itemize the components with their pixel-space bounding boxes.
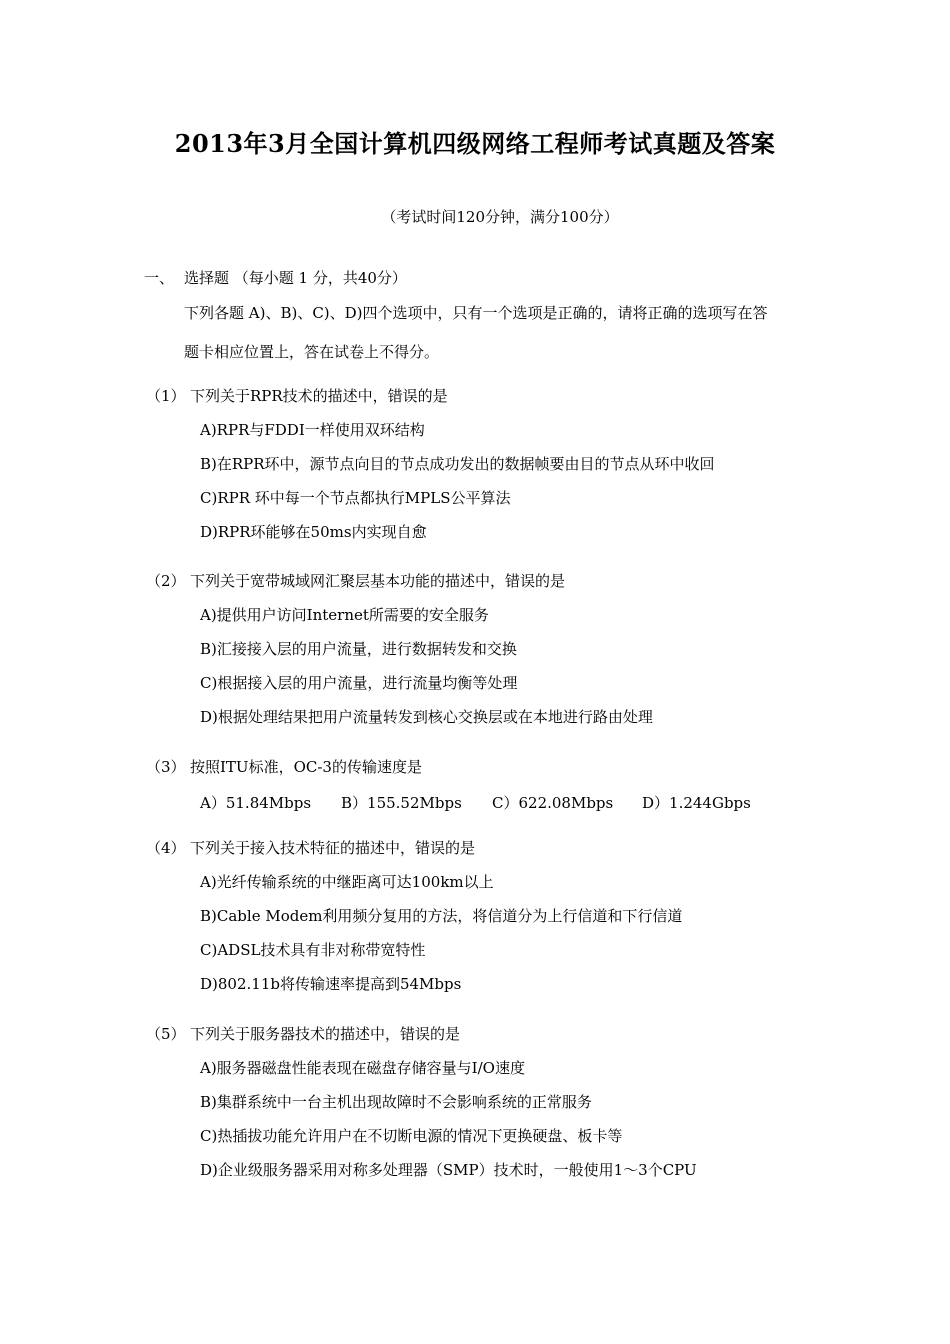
question-stem-line — [146, 1024, 926, 1044]
option-d: D）1.244Gbps — [642, 794, 751, 812]
question-number: （2） — [146, 572, 186, 590]
question-stem: 下列关于RPR技术的描述中，错误的是 — [190, 387, 448, 405]
question-2 — [146, 571, 926, 727]
question-number: （5） — [146, 1025, 186, 1043]
option-d: D)根据处理结果把用户流量转发到核心交换层或在本地进行路由处理 — [200, 708, 653, 726]
question-4 — [146, 838, 926, 994]
question-stem-line — [146, 757, 926, 777]
option-c: C)热插拔功能允许用户在不切断电源的情况下更换硬盘、板卡等 — [200, 1127, 623, 1145]
option-c: C)ADSL技术具有非对称带宽特性 — [200, 941, 426, 959]
question-stem-line — [146, 571, 926, 591]
question-stem-line — [146, 386, 926, 406]
option-a: A）51.84Mbps — [200, 794, 312, 812]
question-stem-line — [146, 838, 926, 858]
question-stem: 按照ITU标准，OC-3的传输速度是 — [190, 758, 422, 776]
option-c: C）622.08Mbps — [492, 794, 614, 812]
option-b: B）155.52Mbps — [341, 794, 462, 812]
option-row — [200, 793, 926, 813]
question-number: （3） — [146, 758, 186, 776]
question-stem: 下列关于接入技术特征的描述中，错误的是 — [190, 839, 476, 857]
option-c: C)根据接入层的用户流量，进行流量均衡等处理 — [200, 674, 518, 692]
section-intro-line-2: 题卡相应位置上，答在试卷上不得分。 — [184, 343, 440, 361]
option-b: B)汇接接入层的用户流量，进行数据转发和交换 — [200, 640, 517, 658]
option-b: B)Cable Modem利用频分复用的方法，将信道分为上行信道和下行信道 — [200, 907, 683, 925]
option-b: B)集群系统中一台主机出现故障时不会影响系统的正常服务 — [200, 1093, 592, 1111]
section-intro-line-1: 下列各题 A)、B)、C)、D)四个选项中，只有一个选项是正确的，请将正确的选项写在答 — [184, 304, 768, 322]
option-d: D)RPR环能够在50ms内实现自愈 — [200, 523, 427, 541]
option-a: A)服务器磁盘性能表现在磁盘存储容量与I/O速度 — [200, 1059, 525, 1077]
option-d: D)企业级服务器采用对称多处理器（SMP）技术时，一般使用1～3个CPU — [200, 1161, 697, 1179]
option-b: B)在RPR环中，源节点向目的节点成功发出的数据帧要由目的节点从环中收回 — [200, 455, 715, 473]
section-heading: 选择题 （每小题 1 分，共40分） — [184, 269, 407, 287]
option-c: C)RPR 环中每一个节点都执行MPLS公平算法 — [200, 489, 511, 507]
page-title: 2013年3月全国计算机四级网络工程师考试真题及答案 — [174, 129, 776, 158]
question-number: （4） — [146, 839, 186, 857]
exam-subtitle: （考试时间120分钟，满分100分） — [381, 208, 619, 226]
option-a: A)光纤传输系统的中继距离可达100km以上 — [200, 873, 494, 891]
question-5 — [146, 1024, 926, 1180]
option-d: D)802.11b将传输速率提高到54Mbps — [200, 975, 462, 993]
option-a: A)RPR与FDDI一样使用双环结构 — [200, 421, 425, 439]
question-3 — [146, 757, 926, 813]
question-number: （1） — [146, 387, 186, 405]
option-a: A)提供用户访问Internet所需要的安全服务 — [200, 606, 489, 624]
question-stem: 下列关于宽带城域网汇聚层基本功能的描述中，错误的是 — [190, 572, 566, 590]
question-stem: 下列关于服务器技术的描述中，错误的是 — [190, 1025, 461, 1043]
question-1 — [146, 386, 926, 542]
section-number: 一、 — [144, 269, 175, 287]
